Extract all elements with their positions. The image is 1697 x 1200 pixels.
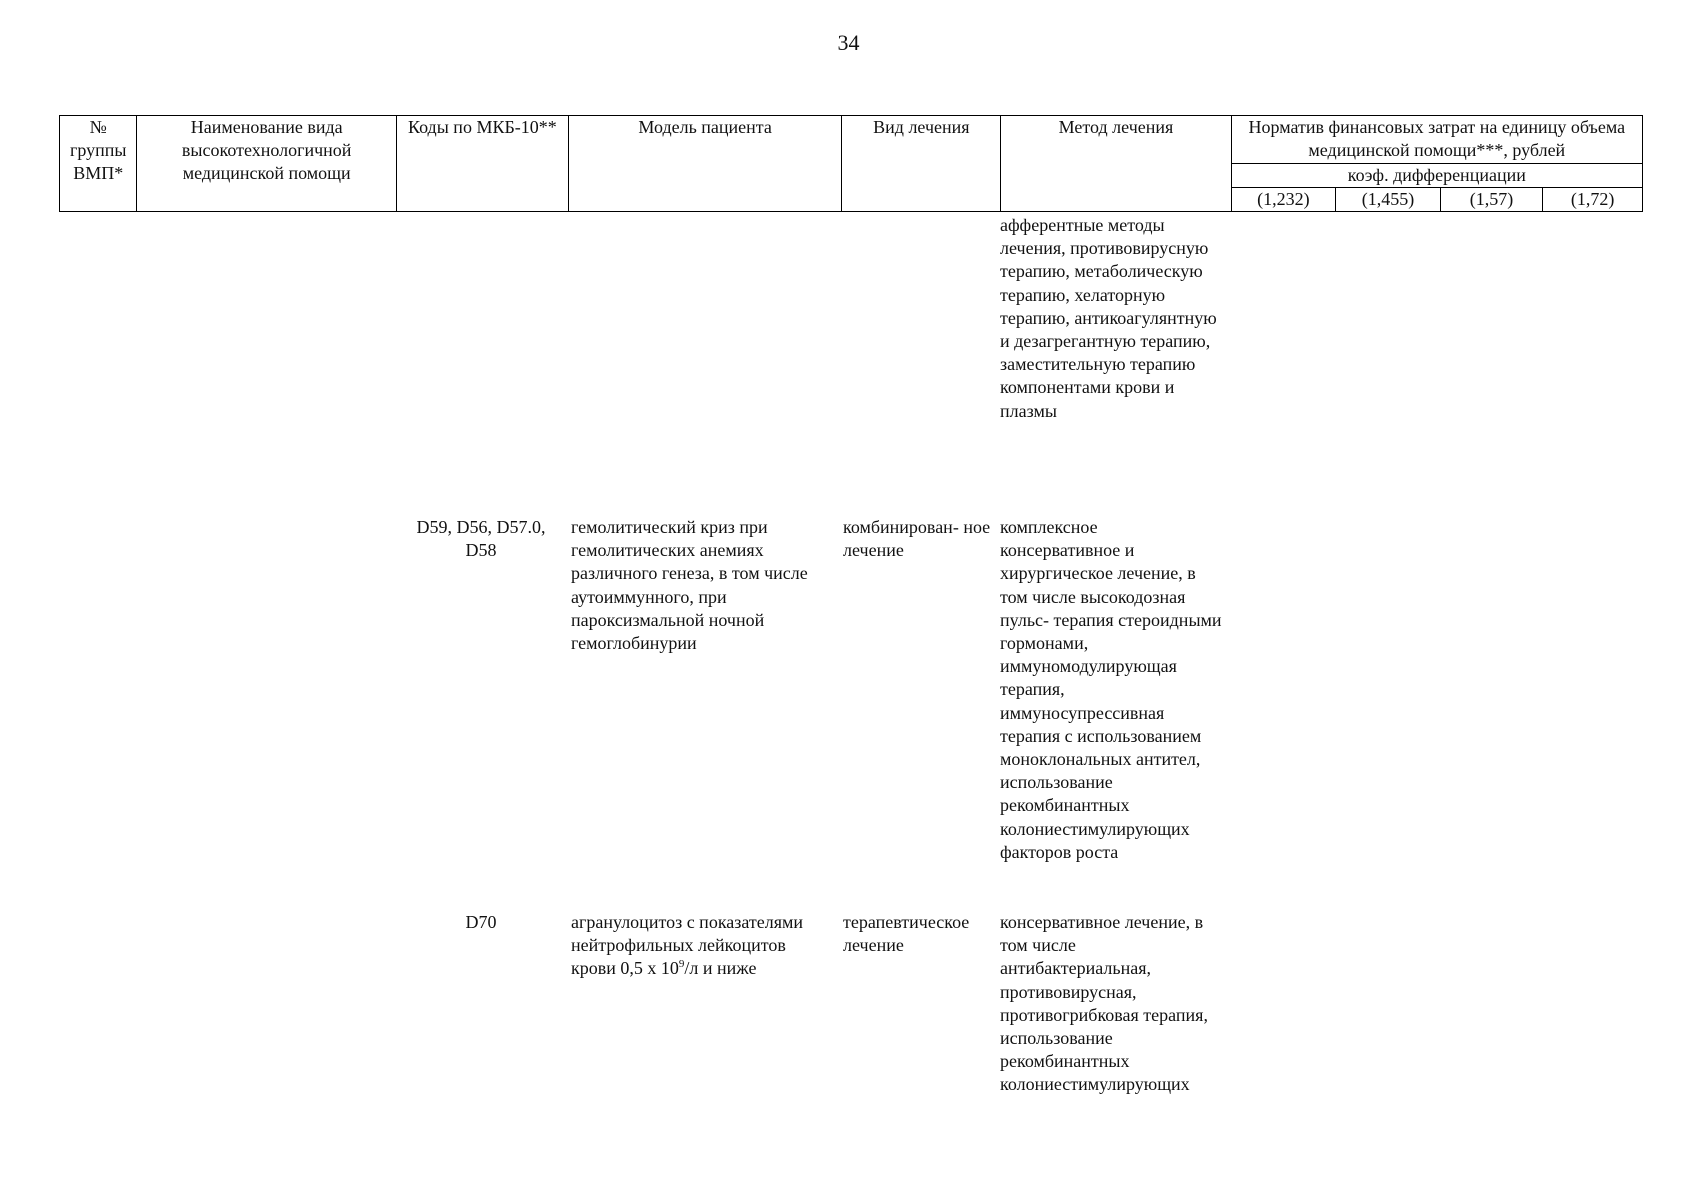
row-2-codes: D70 [465, 912, 497, 932]
row-2-model-text: агранулоцитоз с показателями нейтрофильных лейкоцитов крови 0,5 x 10 [571, 912, 804, 979]
row-2-treatment-type: терапевтическое лечение [843, 912, 970, 956]
row-1-codes: D59, D56, D57.0, D58 [416, 517, 546, 561]
header-coef-1: (1,232) [1231, 188, 1336, 212]
header-treatment-method: Метод лечения [1001, 116, 1231, 212]
header-treatment-type: Вид лечения [842, 116, 1001, 212]
row-2-treatment-method: консервативное лечение, в том числе антибактериальная, противовирусная, противогрибковая терапия, использование рекомбинантных колониестимулирующих [1000, 912, 1208, 1095]
header-coef-4: (1,72) [1543, 188, 1643, 212]
table-header [59, 115, 1643, 212]
header-name: Наименование вида высокотехнологичной медицинской помощи [137, 116, 396, 212]
header-group-no: № группы ВМП* [60, 116, 137, 212]
header-norm: Норматив финансовых затрат на единицу объема медицинской помощи***, рублей [1231, 116, 1642, 164]
header-patient-model: Модель пациента [568, 116, 842, 212]
row-2-patient-model [571, 911, 833, 981]
continuation-method: афферентные методы лечения, противовирусную терапию, метаболическую терапию, хелаторную терапию, антикоагулянтную и дезагрегантную терапию, заместительную терапию компонентами крови и плазмы [1000, 215, 1217, 421]
row-1-patient-model: гемолитический криз при гемолитических анемиях различного генеза, в том числе аутоиммунного, при пароксизмальной ночной гемоглобинурии [571, 517, 808, 654]
page-number: 34 [837, 30, 860, 55]
row-2-model-exponent: 9 [678, 958, 685, 971]
row-1-treatment-method: комплексное консервативное и хирургическое лечение, в том числе высокодозная пульс- терапия стероидными гормонами, иммуномодулирующая терапия, иммуносупрессивная терапия с использованием моноклональных антител, использование рекомбинантных колониестимулирующих факторов роста [1000, 517, 1222, 862]
row-2-model-unit: /л и ниже [684, 958, 757, 979]
header-coef-3: (1,57) [1440, 188, 1543, 212]
row-1-treatment-type: комбинирован- ное лечение [843, 517, 991, 561]
header-coef: коэф. дифференциации [1231, 164, 1642, 188]
header-coef-2: (1,455) [1336, 188, 1441, 212]
header-codes: Коды по МКБ-10** [396, 116, 568, 212]
